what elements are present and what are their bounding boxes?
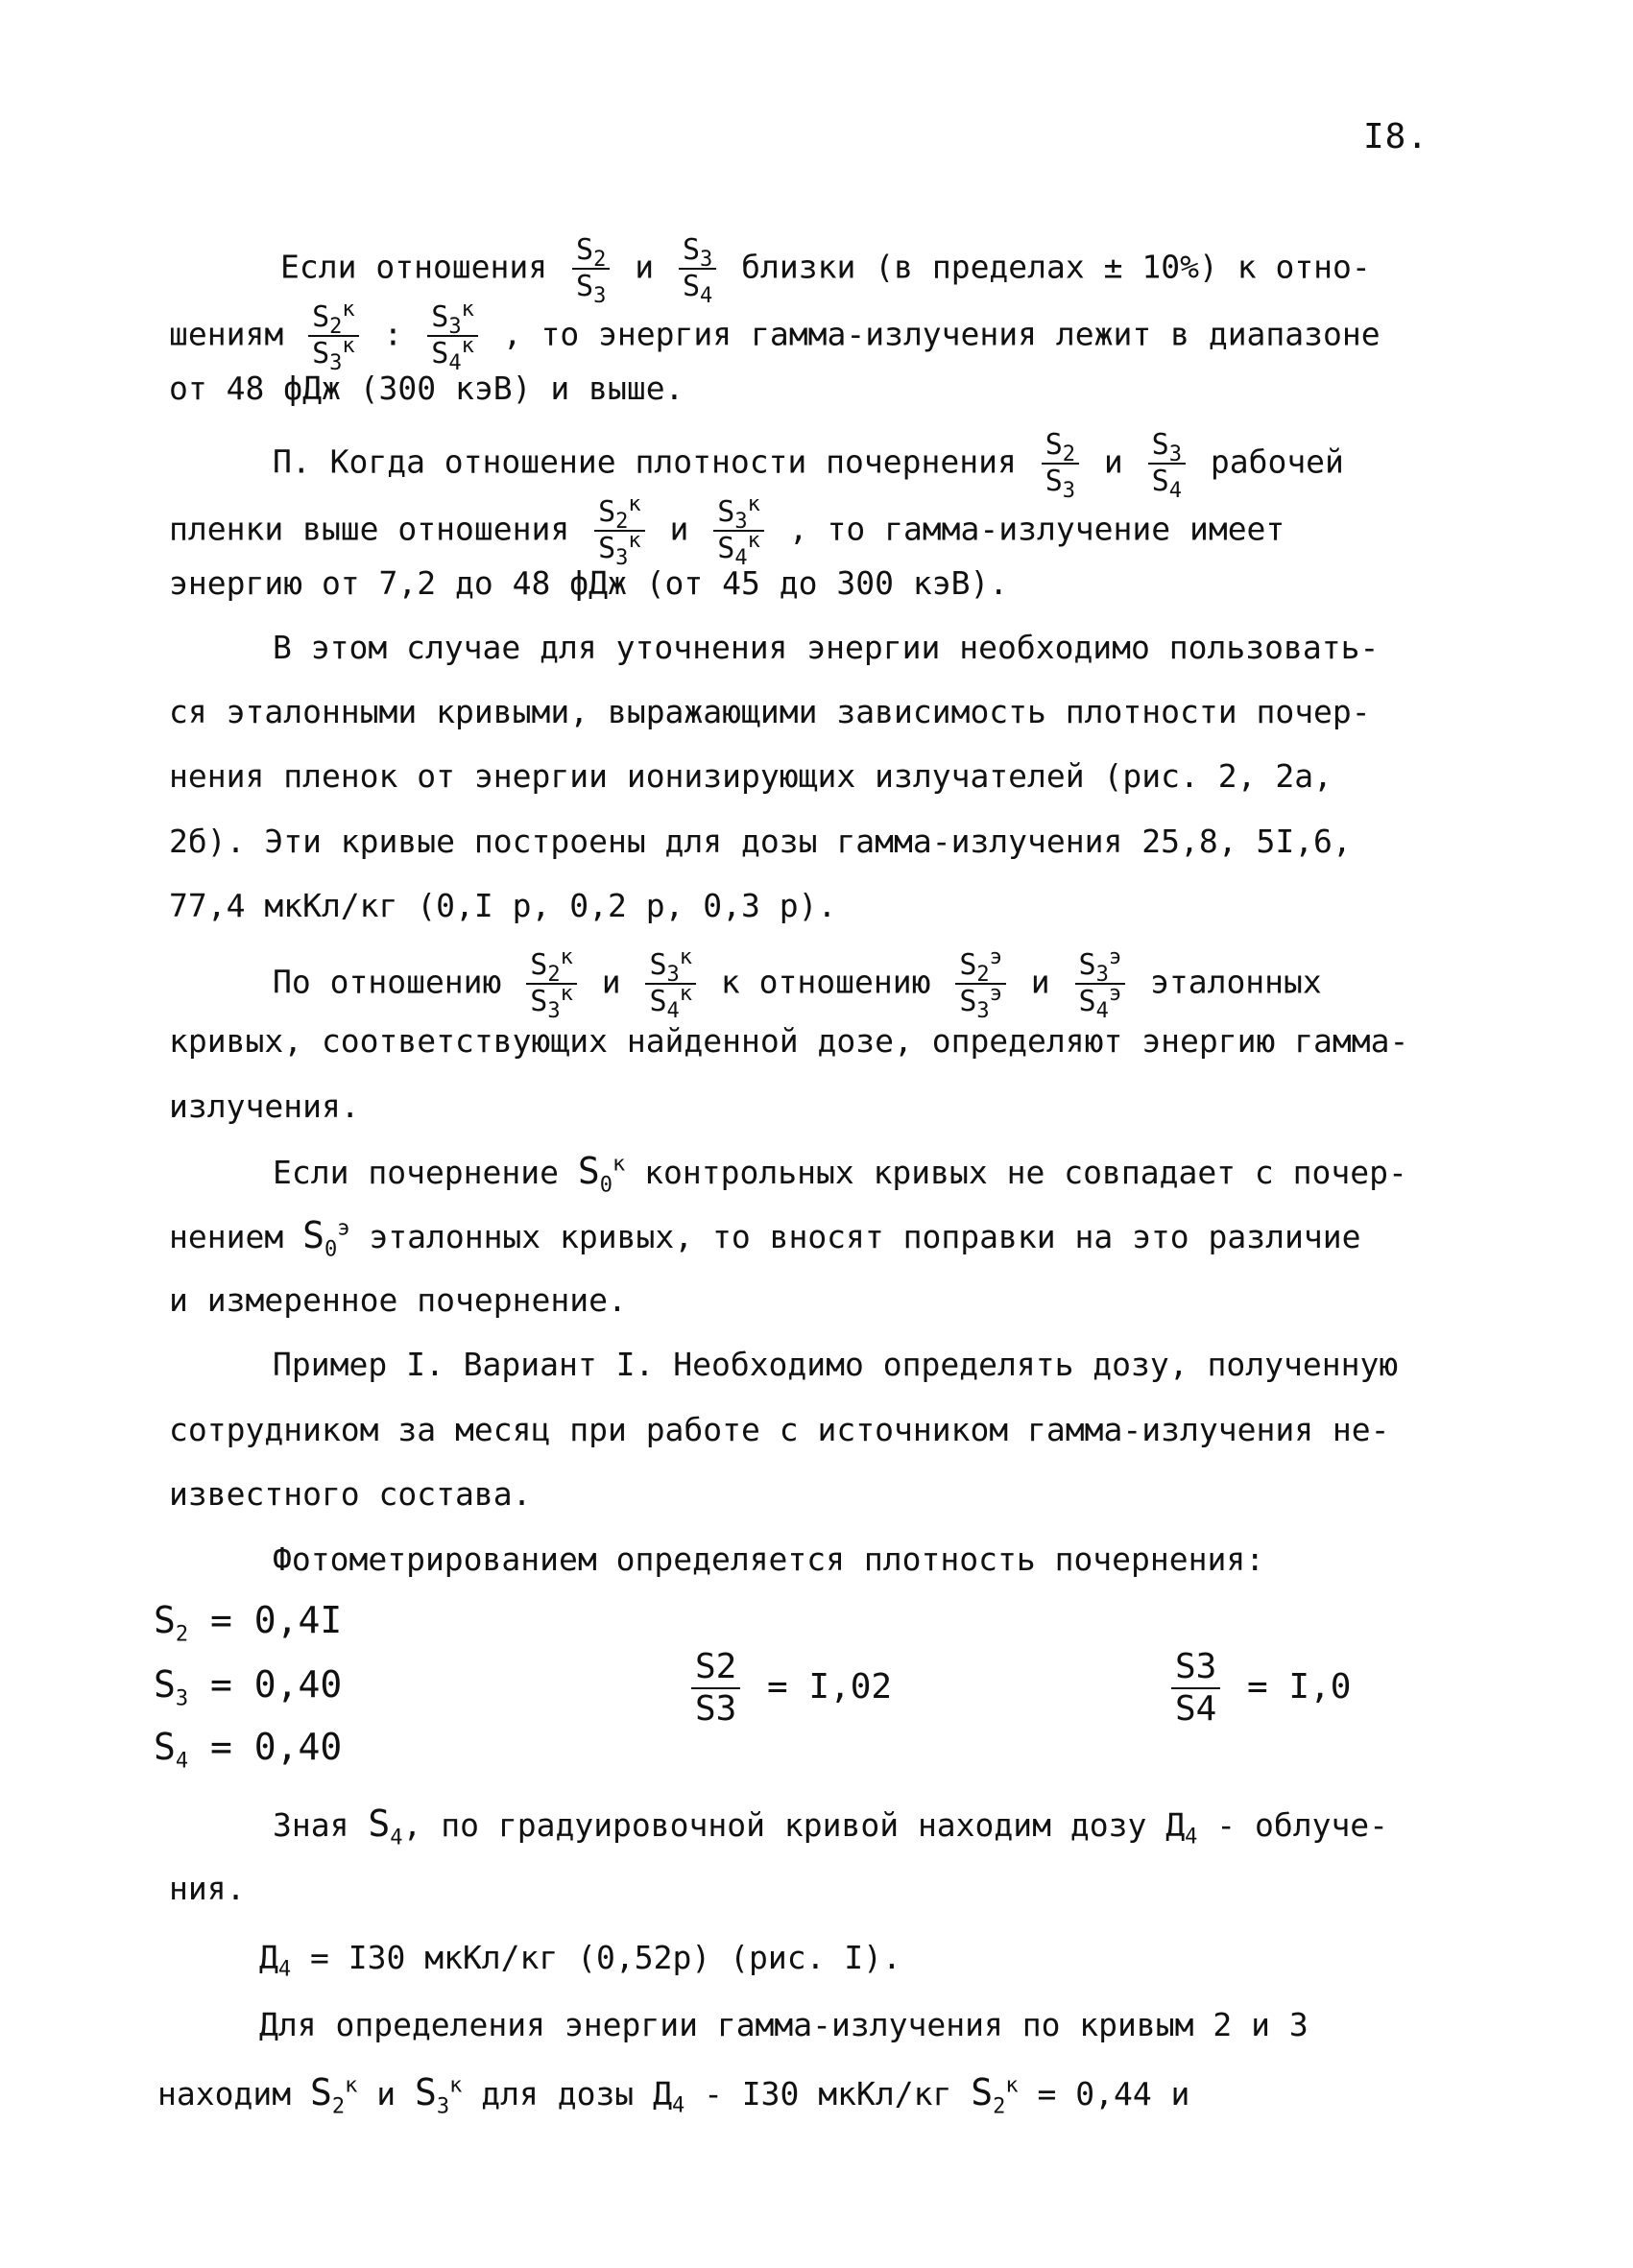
text-fragment: к отношению <box>720 963 931 1001</box>
symbol-s3k: $S_3^к$ <box>414 2071 463 2119</box>
text-fragment: контрольных кривых не совпадает с почер- <box>644 1154 1407 1191</box>
measurement-s4: $S_4 = 0,40$ <box>154 1726 343 1774</box>
fraction-s3k-s4k: $\frac{S_3^к}{S_4^к}$ <box>713 497 764 564</box>
ratio-s3-s4: $\frac{S3}{S4}$ = I,0 <box>1165 1649 1351 1728</box>
text-fragment: находим <box>157 2075 292 2113</box>
measurement-s3: $S_3 = 0,40$ <box>154 1663 343 1711</box>
text-fragment: Если отношения <box>280 248 548 286</box>
text-fragment: и <box>635 248 655 286</box>
text-fragment: П. Когда отношение плотности почернения <box>273 442 1017 481</box>
text-line: ся эталонными кривыми, выражающими зависимость плотности почер- <box>169 693 1371 730</box>
text-fragment: - облуче- <box>1216 1806 1389 1844</box>
text-line <box>273 945 1322 1023</box>
text-fragment: пленки выше отношения <box>169 510 570 548</box>
fraction-s2-s3: $\frac{S_2}{S_3}$ <box>1042 430 1079 497</box>
text-fragment: и <box>1103 442 1123 481</box>
measurement-s2: $S_2 = 0,4I$ <box>154 1599 343 1647</box>
text-fragment: По отношению <box>273 963 502 1001</box>
page-number: I8. <box>1363 117 1429 156</box>
fraction-s2k-s3k: $\frac{S_2^к}{S_3^к}$ <box>308 302 359 370</box>
fraction-s2-s3: $\frac{S_2}{S_3}$ <box>572 235 610 302</box>
text-line <box>280 233 1371 308</box>
symbol-s2k: $S_2^к$ <box>309 2071 358 2119</box>
text-line: Для определения энергии гамма-излучения по кривым 2 и 3 <box>259 2006 1309 2043</box>
symbol-s0k: $S_0^к$ <box>577 1150 626 1198</box>
text-fragment: и <box>601 963 621 1001</box>
text-fragment: близки (в пределах ± 10%) к отно- <box>741 248 1371 286</box>
text-fragment: Если почернение <box>273 1154 560 1191</box>
symbol-d4: $Д_4$ <box>259 1939 292 1982</box>
text-fragment: : <box>383 315 403 353</box>
text-fragment: рабочей <box>1210 442 1344 481</box>
text-fragment: , то гамма-излучение имеет <box>788 510 1285 548</box>
text-line: Фотометрированием определяется плотность почернения: <box>273 1540 1265 1578</box>
text-line: кривых, соответствующих найденной дозе, определяют энергию гамма- <box>169 1022 1409 1060</box>
text-line <box>259 1939 901 1982</box>
text-fragment: = 0,44 и <box>1037 2075 1190 2113</box>
fraction-s3e-s4e: $\frac{S_3^э}{S_4^э}$ <box>1075 950 1126 1017</box>
text-fragment: нением <box>169 1218 284 1255</box>
symbol-s2k: $S_2^к$ <box>971 2071 1019 2119</box>
text-fragment: и <box>376 2075 396 2113</box>
text-fragment: шениям <box>169 315 284 353</box>
text-line <box>157 2071 1190 2119</box>
text-line: энергию от 7,2 до 48 фДж (от 45 до 300 кэВ). <box>169 564 1009 602</box>
text-line: и измеренное почернение. <box>169 1281 627 1319</box>
text-line: 2б). Эти кривые построены для дозы гамма-излучения 25,8, 5I,6, <box>169 823 1352 860</box>
text-line: ния. <box>169 1870 246 1907</box>
text-fragment: и <box>669 510 689 548</box>
text-line <box>273 428 1344 503</box>
symbol-s0e: $S_0^э$ <box>302 1214 350 1262</box>
symbol-s4: $S_4$ <box>368 1802 403 1850</box>
text-fragment: и <box>1030 963 1050 1001</box>
fraction-s2e-s3e: $\frac{S_2^э}{S_3^э}$ <box>955 950 1006 1017</box>
text-line <box>169 1214 1361 1262</box>
fraction-s3k-s4k: $\frac{S_3^к}{S_4^к}$ <box>427 302 478 370</box>
text-fragment: - I30 мкКл/кг <box>704 2075 952 2113</box>
text-fragment: , то энергия гамма-излучения лежит в диапазоне <box>502 315 1381 353</box>
text-line <box>169 298 1381 375</box>
text-line: сотрудником за месяц при работе с источником гамма-излучения не- <box>169 1411 1390 1448</box>
text-line: 77,4 мкКл/кг (0,I р, 0,2 р, 0,3 р). <box>169 887 837 924</box>
text-line <box>169 492 1285 570</box>
fraction-s2k-s3k: $\frac{S_2^к}{S_3^к}$ <box>594 497 645 564</box>
fraction-s3k-s4k: $\frac{S_3^к}{S_4^к}$ <box>645 950 696 1017</box>
text-line: излучения. <box>169 1087 360 1125</box>
text-line: нения пленок от энергии ионизирующих излучателей (рис. 2, 2а, <box>169 757 1333 795</box>
fraction-s2k-s3k: $\frac{S_2^к}{S_3^к}$ <box>526 950 577 1017</box>
symbol-d4: $Д_4$ <box>653 2075 685 2118</box>
text-fragment: для дозы <box>481 2075 635 2113</box>
ratio-s2-s3: $\frac{S2}{S3}$ = I,02 <box>685 1649 892 1728</box>
text-fragment: эталонных кривых, то вносят поправки на это различие <box>369 1218 1361 1255</box>
text-line: Пример I. Вариант I. Необходимо определять дозу, полученную <box>273 1346 1399 1383</box>
text-line: Зная $S_4$, по градуировочной кривой находим дозу $Д_4$ - облуче- <box>273 1802 1389 1850</box>
text-fragment: эталонных <box>1149 963 1322 1001</box>
text-line: от 48 фДж (300 кэВ) и выше. <box>169 370 684 407</box>
text-fragment: = I30 мкКл/кг (0,52р) (рис. I). <box>310 1939 901 1976</box>
symbol-d4: $Д_4$ <box>1165 1806 1198 1850</box>
text-line: известного состава. <box>169 1475 532 1513</box>
text-line <box>273 1150 1407 1198</box>
fraction-s3-s4: $\frac{S_3}{S_4}$ <box>1148 430 1186 497</box>
text-line: В этом случае для уточнения энергии необходимо пользовать- <box>273 629 1380 666</box>
fraction-s3-s4: $\frac{S_3}{S_4}$ <box>679 235 716 302</box>
text-fragment: по градуировочной кривой находим дозу <box>441 1806 1147 1844</box>
text-fragment: Зная <box>273 1806 349 1844</box>
